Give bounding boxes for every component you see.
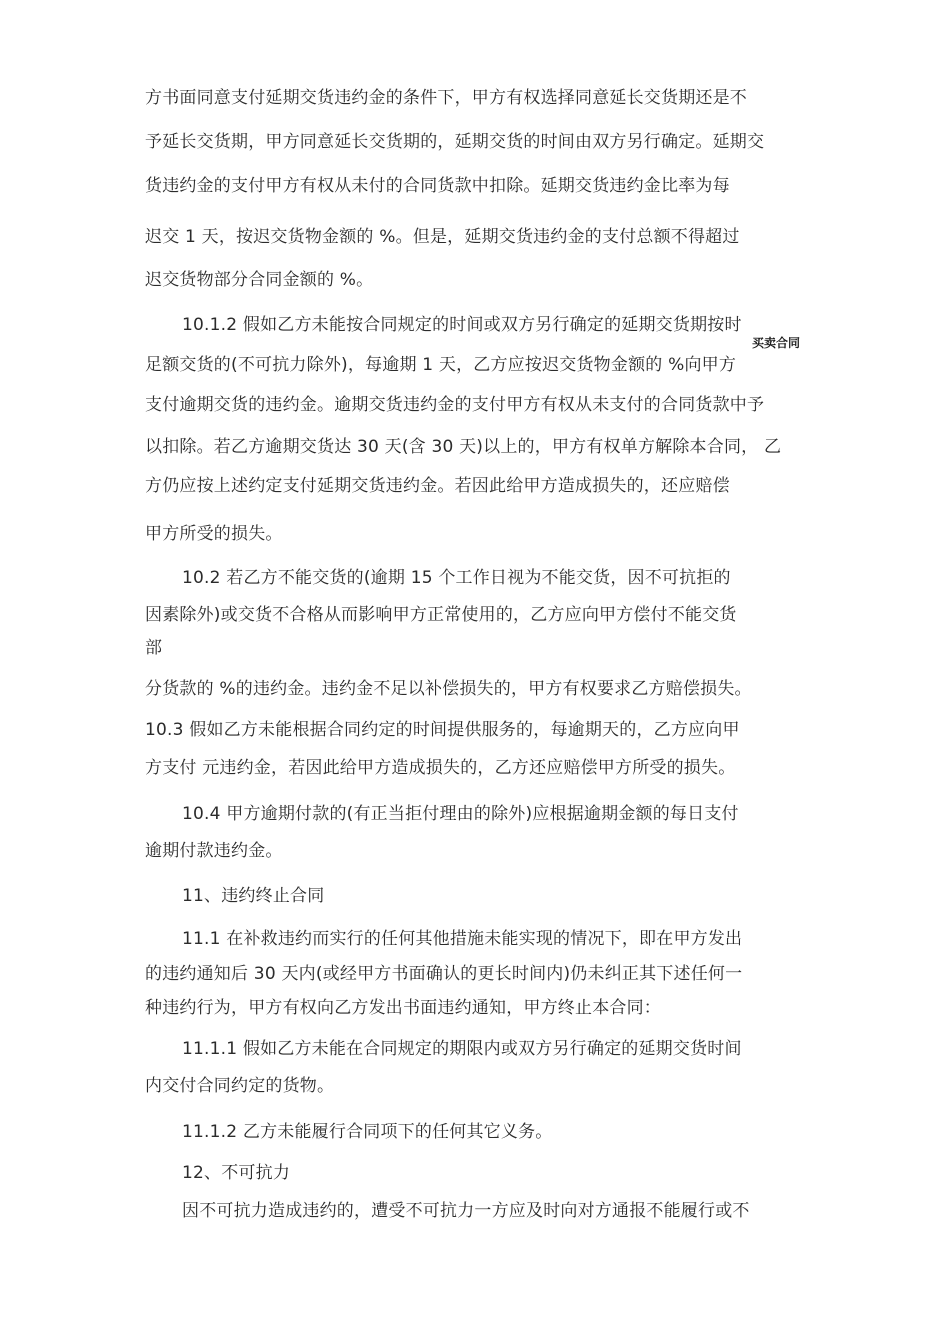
text-line: 甲方所受的损失。 — [145, 524, 283, 544]
text-line: 以扣除。若乙方逾期交货达 30 天(含 30 天)以上的，甲方有权单方解除本合同， 乙 — [145, 437, 782, 457]
section-heading: 12、不可抗力 — [182, 1163, 291, 1183]
text-line: 种违约行为，甲方有权向乙方发出书面违约通知，甲方终止本合同： — [145, 998, 661, 1018]
text-line: 方书面同意支付延期交货违约金的条件下，甲方有权选择同意延长交货期还是不 — [145, 88, 747, 108]
text-line: 逾期付款违约金。 — [145, 841, 283, 861]
text-line: 10.2 若乙方不能交货的(逾期 15 个工作日视为不能交货，因不可抗拒的 — [182, 568, 731, 588]
text-line: 内交付合同约定的货物。 — [145, 1076, 335, 1096]
text-line: 11.1.2 乙方未能履行合同项下的任何其它义务。 — [182, 1122, 553, 1142]
text-line: 10.3 假如乙方未能根据合同约定的时间提供服务的，每逾期天的，乙方应向甲 — [145, 720, 740, 740]
header-tag: 买卖合同 — [752, 336, 801, 350]
text-line: 支付逾期交货的违约金。逾期交货违约金的支付甲方有权从未支付的合同货款中予 — [145, 395, 765, 415]
text-line: 11.1.1 假如乙方未能在合同规定的期限内或双方另行确定的延期交货时间 — [182, 1039, 742, 1059]
text-line: 方支付 元违约金，若因此给甲方造成损失的，乙方还应赔偿甲方所受的损失。 — [145, 758, 736, 778]
text-line: 因素除外)或交货不合格从而影响甲方正常使用的，乙方应向甲方偿付不能交货 — [145, 605, 737, 625]
text-line: 11.1 在补救违约而实行的任何其他措施未能实现的情况下，即在甲方发出 — [182, 929, 743, 949]
text-line: 迟交货物部分合同金额的 %。 — [145, 270, 374, 290]
section-heading: 11、违约终止合同 — [182, 886, 325, 906]
text-line: 迟交 1 天，按迟交货物金额的 %。但是，延期交货违约金的支付总额不得超过 — [145, 227, 740, 247]
text-line: 货违约金的支付甲方有权从未付的合同货款中扣除。延期交货违约金比率为每 — [145, 176, 730, 196]
text-line: 10.4 甲方逾期付款的(有正当拒付理由的除外)应根据逾期金额的每日支付 — [182, 804, 739, 824]
text-line: 方仍应按上述约定支付延期交货违约金。若因此给甲方造成损失的，还应赔偿 — [145, 476, 730, 496]
text-line: 分货款的 %的违约金。违约金不足以补偿损失的，甲方有权要求乙方赔偿损失。 — [145, 679, 752, 699]
text-line: 因不可抗力造成违约的，遭受不可抗力一方应及时向对方通报不能履行或不 — [182, 1201, 750, 1221]
text-line: 予延长交货期，甲方同意延长交货期的，延期交货的时间由双方另行确定。延期交 — [145, 132, 765, 152]
text-line: 的违约通知后 30 天内(或经甲方书面确认的更长时间内)仍未纠正其下述任何一 — [145, 964, 743, 984]
text-line: 10.1.2 假如乙方未能按合同规定的时间或双方另行确定的延期交货期按时 — [182, 315, 742, 335]
text-line: 部 — [145, 638, 163, 658]
text-line: 足额交货的(不可抗力除外)，每逾期 1 天，乙方应按迟交货物金额的 %向甲方 — [145, 355, 737, 375]
